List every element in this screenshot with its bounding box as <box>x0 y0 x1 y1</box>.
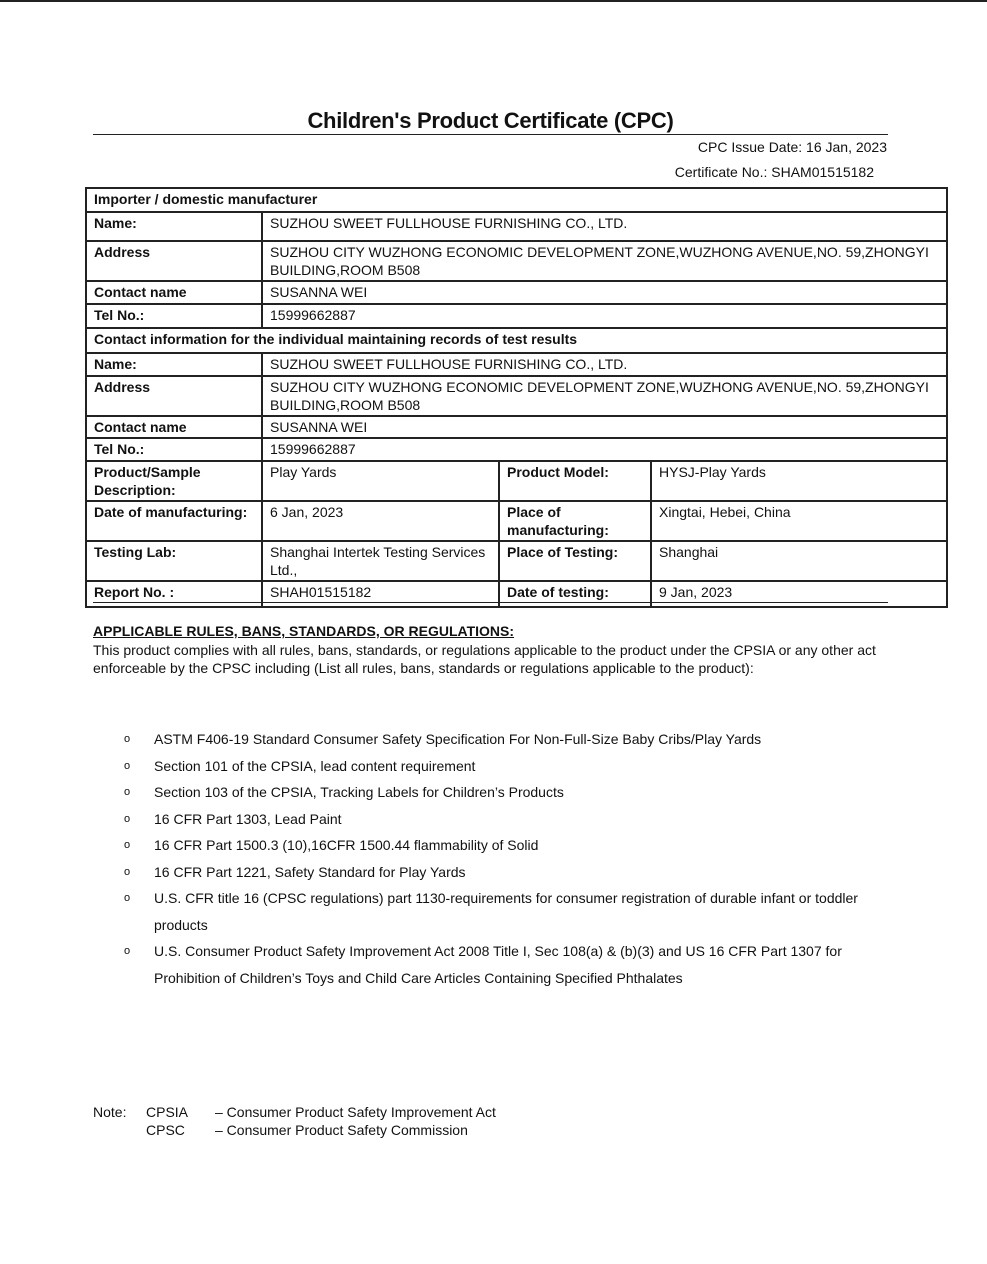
rule-text: ASTM F406-19 Standard Consumer Safety Specification For Non-Full-Size Baby Cribs/Play Yards <box>154 731 762 747</box>
records-name: SUZHOU SWEET FULLHOUSE FURNISHING CO., LTD. <box>262 353 947 376</box>
date-of-testing: 9 Jan, 2023 <box>651 581 947 607</box>
table-divider <box>93 602 888 603</box>
note-abbr: CPSC <box>146 1122 185 1138</box>
bullet-icon: o <box>124 786 131 798</box>
testing-lab: Shanghai Intertek Testing Services Ltd., <box>262 541 499 581</box>
place-of-manufacturing: Xingtai, Hebei, China <box>651 501 947 541</box>
place-of-testing: Shanghai <box>651 541 947 581</box>
product-description: Play Yards <box>262 461 499 501</box>
importer-name: SUZHOU SWEET FULLHOUSE FURNISHING CO., LTD. <box>262 212 947 241</box>
top-border <box>0 0 987 2</box>
records-tel: 15999662887 <box>262 438 947 461</box>
rules-intro: This product complies with all rules, bans, standards, or regulations applicable to the product under the CPSIA or any other act enforceable by the CPSC including (List all rules, bans, standards or regulations applicable to the product): <box>93 642 876 676</box>
records-contact: SUSANNA WEI <box>262 416 947 438</box>
rule-text: 16 CFR Part 1221, Safety Standard for Play Yards <box>154 863 466 880</box>
label: Name: <box>86 212 262 241</box>
label: Contact name <box>86 416 262 438</box>
note-abbr: CPSIA <box>146 1104 189 1120</box>
rule-text: U.S. Consumer Product Safety Improvement Act 2008 Title I, Sec 108(a) & (b)(3) and US 16 CFR Part 1307 for Prohibition of Children’s Toys and Child Care Articles Containing Specified Phthalates <box>154 943 842 986</box>
list-item <box>124 859 894 886</box>
bullet-icon: o <box>124 759 131 772</box>
records-header: Contact information for the individual maintaining records of test results <box>86 328 947 353</box>
page-title: Children's Product Certificate (CPC) <box>307 108 674 133</box>
label: Testing Lab: <box>86 541 262 581</box>
list-item <box>124 726 894 753</box>
label: Tel No.: <box>86 438 262 461</box>
rule-text: 16 CFR Part 1303, Lead Paint <box>154 810 342 827</box>
certificate-number: Certificate No.: SHAM01515182 <box>674 164 874 180</box>
rule-text: Section 101 of the CPSIA, lead content requirement <box>154 757 476 774</box>
rules-list <box>124 726 894 991</box>
label: Product/Sample Description: <box>86 461 262 501</box>
importer-header: Importer / domestic manufacturer <box>86 188 947 212</box>
list-item <box>124 806 894 833</box>
label: Date of manufacturing: <box>86 501 262 541</box>
note-label: Note: <box>93 1104 127 1120</box>
label: Address <box>86 241 262 281</box>
label: Report No. : <box>86 581 262 607</box>
certificate-table <box>85 187 948 608</box>
date-of-manufacturing: 6 Jan, 2023 <box>262 501 499 541</box>
bullet-icon: o <box>124 839 131 851</box>
label: Place of Testing: <box>499 541 651 581</box>
records-address: SUZHOU CITY WUZHONG ECONOMIC DEVELOPMENT ZONE,WUZHONG AVENUE,NO. 59,ZHONGYI BUILDING,ROOM B508 <box>262 376 947 416</box>
title-divider <box>93 134 888 135</box>
label: Tel No.: <box>86 304 262 328</box>
rule-text: Section 103 of the CPSIA, Tracking Labels for Children’s Products <box>154 784 564 800</box>
bullet-icon: o <box>124 812 131 825</box>
issue-date: CPC Issue Date: 16 Jan, 2023 <box>697 139 887 155</box>
importer-address: SUZHOU CITY WUZHONG ECONOMIC DEVELOPMENT ZONE,WUZHONG AVENUE,NO. 59,ZHONGYI BUILDING,ROOM B508 <box>262 241 947 281</box>
label: Date of testing: <box>499 581 651 607</box>
label: Contact name <box>86 281 262 304</box>
rule-text: 16 CFR Part 1500.3 (10),16CFR 1500.44 flammability of Solid <box>154 837 539 853</box>
label: Name: <box>86 353 262 376</box>
bullet-icon: o <box>124 892 131 904</box>
note-definition: – Consumer Product Safety Commission <box>215 1122 468 1138</box>
rule-text: U.S. CFR title 16 (CPSC regulations) part 1130-requirements for consumer registration of durable infant or toddler products <box>154 890 858 933</box>
label: Product Model: <box>499 461 651 501</box>
label: Address <box>86 376 262 416</box>
product-model: HYSJ-Play Yards <box>651 461 947 501</box>
bullet-icon: o <box>124 733 131 745</box>
importer-tel: 15999662887 <box>262 304 947 328</box>
list-item <box>124 779 894 806</box>
bullet-icon: o <box>124 865 131 878</box>
report-number: SHAH01515182 <box>262 581 499 607</box>
importer-contact: SUSANNA WEI <box>262 281 947 304</box>
note-definition: – Consumer Product Safety Improvement Act <box>215 1104 496 1120</box>
list-item <box>124 938 894 991</box>
rules-heading: APPLICABLE RULES, BANS, STANDARDS, OR REGULATIONS: <box>93 623 515 639</box>
label: Place of manufacturing: <box>499 501 651 541</box>
list-item <box>124 753 894 780</box>
bullet-icon: o <box>124 945 131 957</box>
list-item <box>124 832 894 859</box>
list-item <box>124 885 894 938</box>
